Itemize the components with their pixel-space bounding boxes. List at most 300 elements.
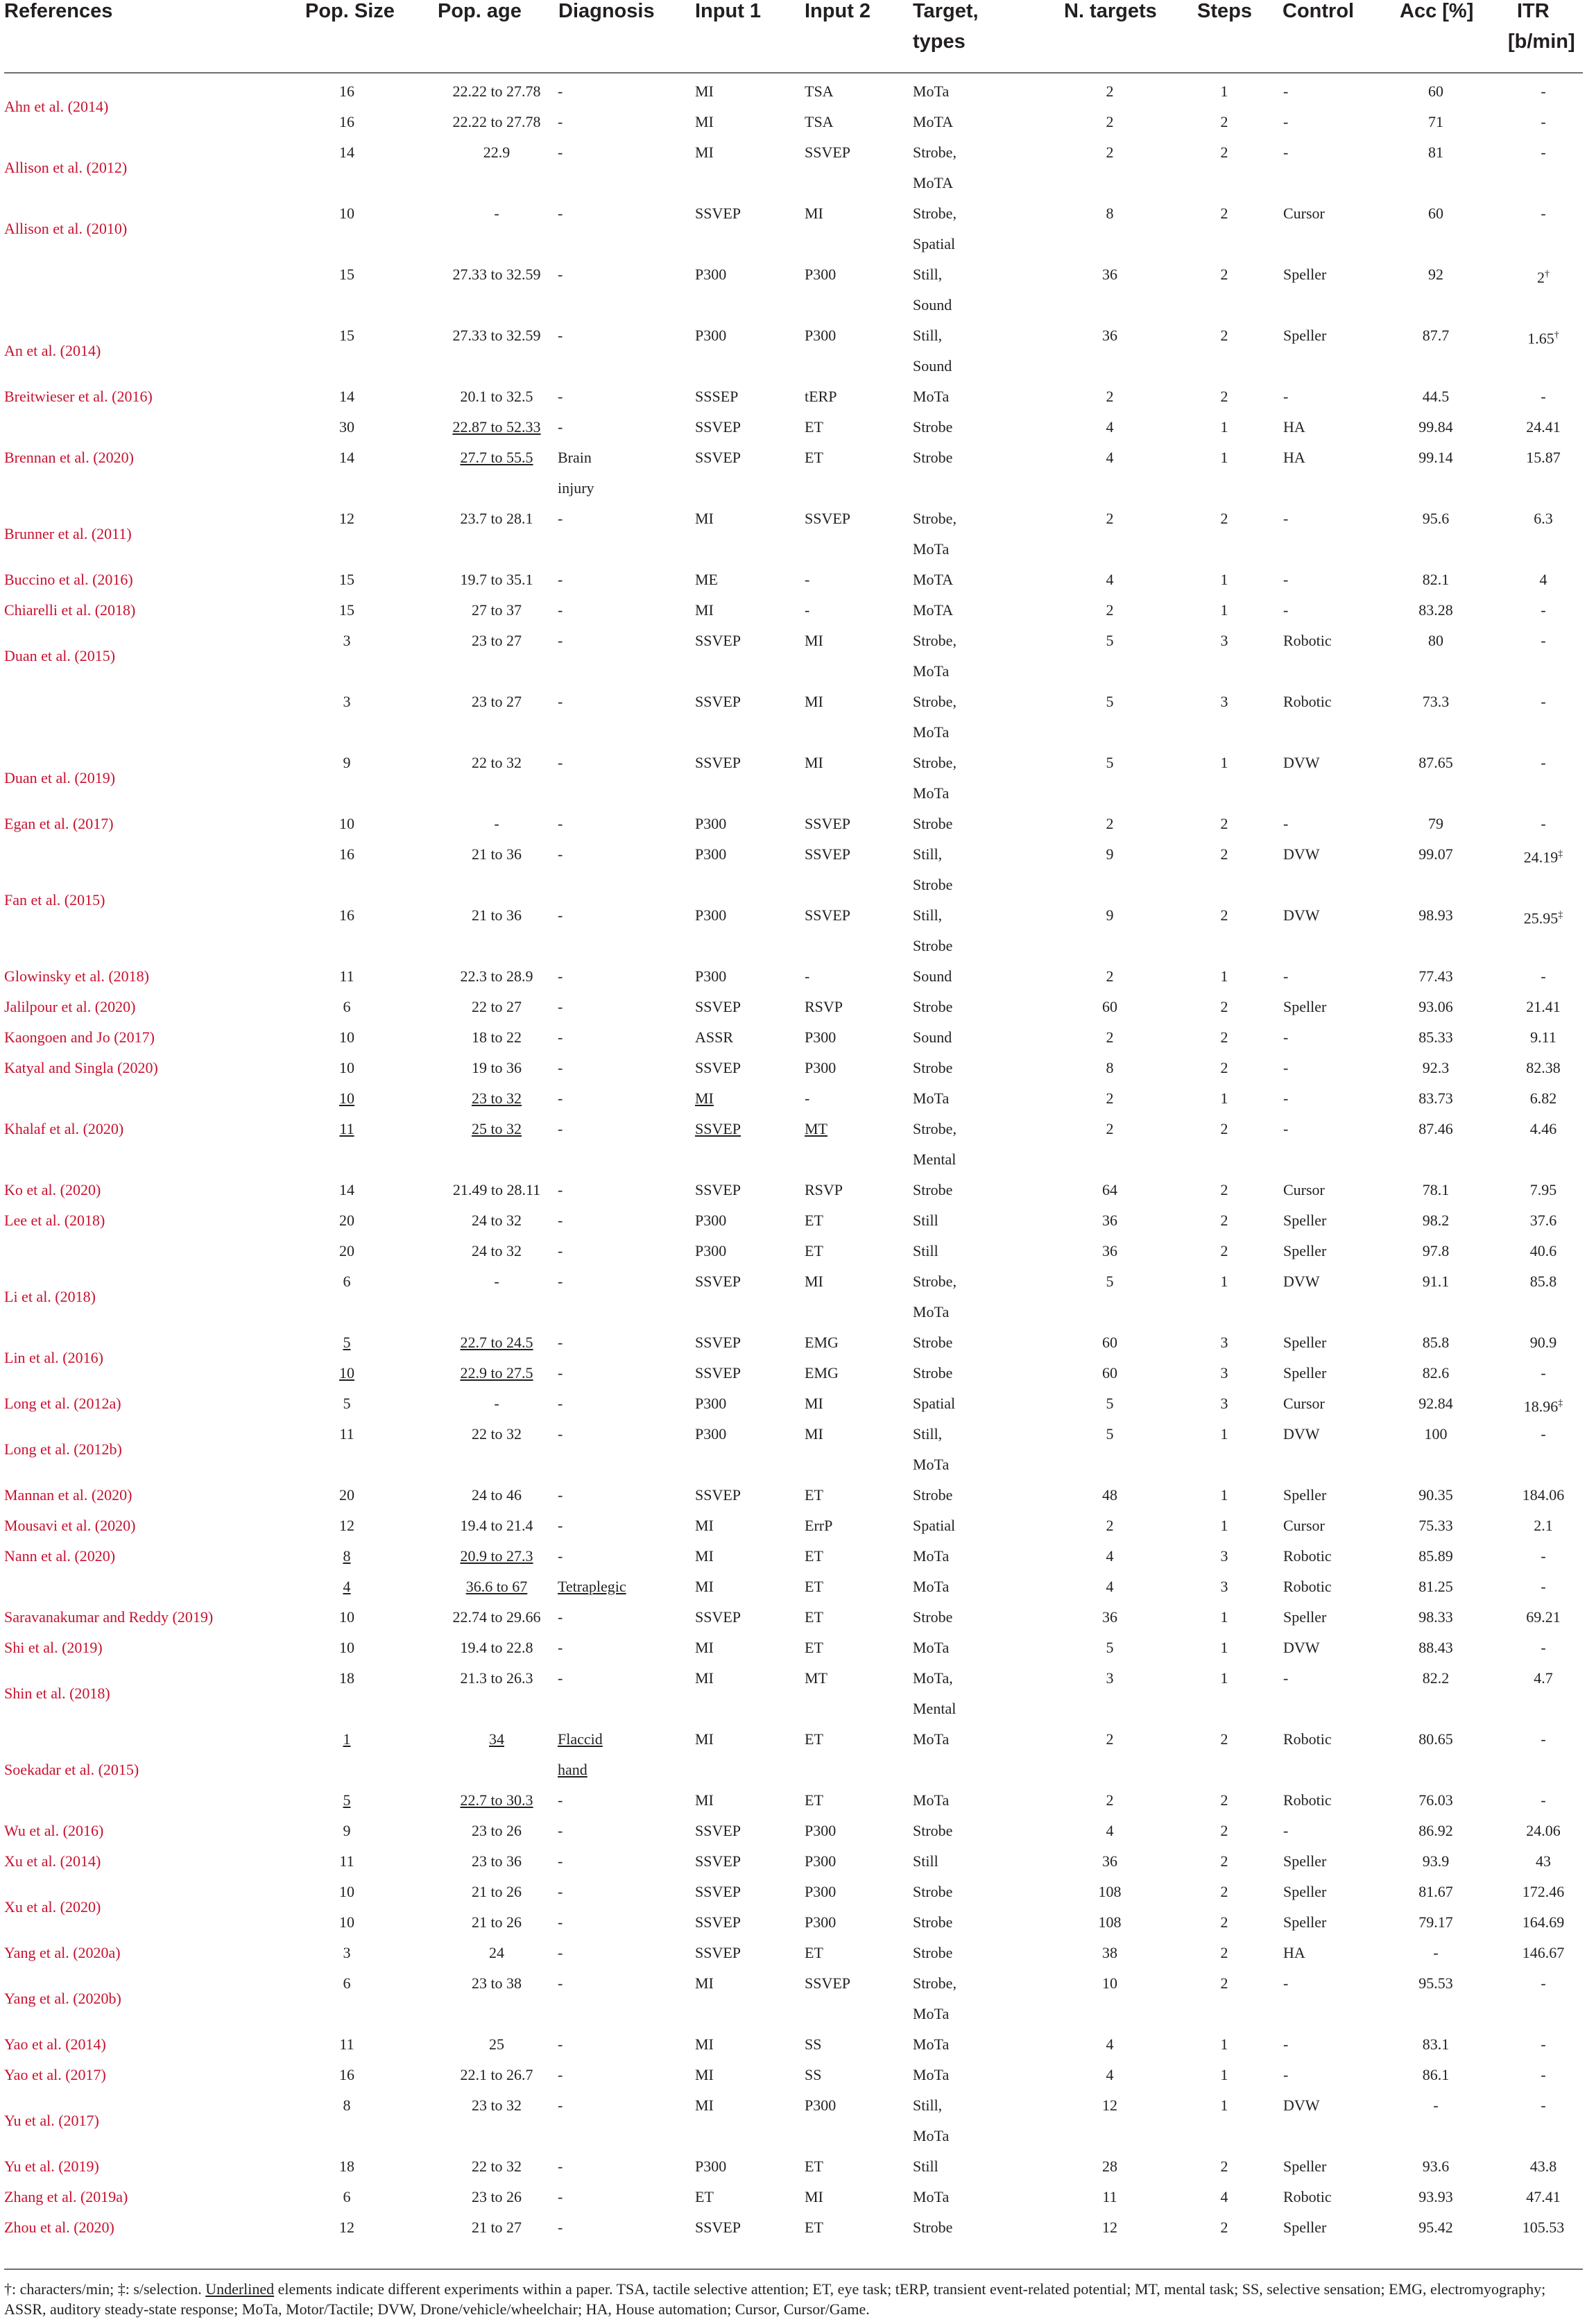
accuracy-cell: 75.33 <box>1418 1517 1453 1534</box>
table-row <box>0 1388 1587 1419</box>
diagnosis-cell: - <box>558 754 563 771</box>
pop-size-cell: 14 <box>339 388 354 405</box>
reference-link[interactable]: Katyal and Singla (2020) <box>4 1059 158 1076</box>
n-targets-cell: 36 <box>1102 1852 1117 1870</box>
steps-cell: 1 <box>1220 1639 1228 1656</box>
pop-age-cell: 18 to 22 <box>471 1028 522 1046</box>
reference-link[interactable]: Chiarelli et al. (2018) <box>4 601 136 619</box>
itr-value: - <box>1541 1639 1546 1656</box>
pop-size-cell: 16 <box>339 113 354 130</box>
steps-cell: 1 <box>1220 967 1228 985</box>
control-cell: Speller <box>1283 2158 1327 2175</box>
control-cell: Cursor <box>1283 1517 1325 1534</box>
input-1-cell: SSVEP <box>695 1181 741 1198</box>
itr-cell <box>1498 1846 1587 1877</box>
reference-link[interactable]: Egan et al. (2017) <box>4 815 114 832</box>
itr-value: 43.8 <box>1529 2158 1557 2175</box>
target-types-cell: Strobe, <box>913 1273 957 1290</box>
reference-link[interactable]: Ahn et al. (2014) <box>4 98 109 115</box>
diagnosis-cell: - <box>558 1120 563 1137</box>
target-types-cell: MoTA <box>913 174 954 191</box>
reference-link[interactable]: Brennan et al. (2020) <box>4 449 134 466</box>
n-targets-cell: 36 <box>1102 327 1117 344</box>
table-row <box>0 961 1587 992</box>
table-row <box>0 1968 1587 2029</box>
accuracy-cell: 88.43 <box>1418 1639 1453 1656</box>
reference-link[interactable]: Fan et al. (2015) <box>4 891 105 909</box>
input-1-cell: MI <box>695 1730 714 1748</box>
control-cell: Speller <box>1283 1852 1327 1870</box>
steps-cell: 2 <box>1220 1730 1228 1748</box>
itr-cell <box>1498 137 1587 168</box>
pop-age-cell: 23 to 36 <box>471 1852 522 1870</box>
reference-link[interactable]: Breitwieser et al. (2016) <box>4 388 153 405</box>
itr-cell <box>1498 1236 1587 1266</box>
pop-age-cell: 24 to 32 <box>471 1242 522 1259</box>
itr-cell <box>1498 2029 1587 2060</box>
itr-cell <box>1498 1327 1587 1358</box>
diagnosis-cell: - <box>558 1395 563 1412</box>
pop-age-cell: 23 to 26 <box>471 2188 522 2205</box>
target-types-cell: MoTa <box>913 2127 950 2144</box>
reference-link[interactable]: Glowinsky et al. (2018) <box>4 967 149 985</box>
accuracy-cell: 91.1 <box>1422 1273 1450 1290</box>
accuracy-cell: 95.6 <box>1422 510 1450 527</box>
itr-value: 82.38 <box>1526 1059 1561 1076</box>
itr-value: 24.06 <box>1526 1822 1561 1839</box>
control-cell: - <box>1283 388 1289 405</box>
reference-link[interactable]: An et al. (2014) <box>4 342 101 359</box>
header-references: References <box>4 0 113 22</box>
accuracy-cell: 78.1 <box>1422 1181 1450 1198</box>
pop-size-cell: 10 <box>339 1639 354 1656</box>
control-cell: - <box>1283 2035 1289 2053</box>
reference-link[interactable]: Duan et al. (2015) <box>4 647 116 664</box>
input-1-cell: SSSEP <box>695 388 739 405</box>
input-1-cell: SSVEP <box>695 1486 741 1504</box>
reference-link[interactable]: Shin et al. (2018) <box>4 1685 110 1702</box>
accuracy-cell: 85.8 <box>1422 1334 1450 1351</box>
n-targets-cell: 9 <box>1106 845 1114 863</box>
target-types-cell: Mental <box>913 1700 957 1717</box>
table-row <box>0 2029 1587 2060</box>
control-cell: - <box>1283 510 1289 527</box>
table-row <box>0 565 1587 595</box>
reference-link[interactable]: Yao et al. (2014) <box>4 2035 106 2053</box>
table-row <box>0 503 1587 565</box>
itr-cell <box>1498 503 1587 534</box>
input-2-cell: - <box>805 967 810 985</box>
steps-cell: 3 <box>1220 693 1228 710</box>
diagnosis-cell: - <box>558 2035 563 2053</box>
table-row <box>0 1816 1587 1846</box>
pop-size-cell: 6 <box>343 1273 351 1290</box>
accuracy-cell: 87.46 <box>1418 1120 1453 1137</box>
reference-link[interactable]: Mousavi et al. (2020) <box>4 1517 136 1534</box>
control-cell: Speller <box>1283 1242 1327 1259</box>
pop-age-cell: 23 to 26 <box>471 1822 522 1839</box>
pop-size-cell: 4 <box>343 1578 351 1595</box>
itr-cell <box>1498 809 1587 839</box>
reference-link[interactable]: Khalaf et al. (2020) <box>4 1120 124 1137</box>
reference-link[interactable]: Brunner et al. (2011) <box>4 525 132 542</box>
accuracy-cell: 95.42 <box>1418 2219 1453 2236</box>
control-cell: - <box>1283 113 1289 130</box>
input-1-cell: SSVEP <box>695 1120 741 1137</box>
accuracy-cell: 92.3 <box>1422 1059 1450 1076</box>
itr-cell <box>1498 1358 1587 1388</box>
pop-size-cell: 3 <box>343 1944 351 1961</box>
itr-cell <box>1498 1907 1587 1938</box>
pop-age-cell: 22 to 27 <box>471 998 522 1015</box>
control-cell: Speller <box>1283 266 1327 283</box>
target-types-cell: Strobe <box>913 1822 953 1839</box>
n-targets-cell: 2 <box>1106 1517 1114 1534</box>
table-row <box>0 1633 1587 1663</box>
diagnosis-cell: Tetraplegic <box>558 1578 626 1595</box>
target-types-cell: MoTa <box>913 83 950 100</box>
header-control: Control <box>1283 0 1355 22</box>
reference-link[interactable]: Soekadar et al. (2015) <box>4 1761 139 1778</box>
table-row <box>0 1785 1587 1816</box>
pop-size-cell: 20 <box>339 1486 354 1504</box>
reference-link[interactable]: Wu et al. (2016) <box>4 1822 104 1839</box>
itr-cell <box>1498 1083 1587 1114</box>
control-cell: DVW <box>1283 906 1320 924</box>
diagnosis-cell: - <box>558 693 563 710</box>
accuracy-cell: 87.65 <box>1418 754 1453 771</box>
input-2-cell: MI <box>805 693 823 710</box>
itr-cell <box>1498 1816 1587 1846</box>
target-types-cell: Mental <box>913 1151 957 1168</box>
steps-cell: 2 <box>1220 1883 1228 1900</box>
steps-cell: 2 <box>1220 327 1228 344</box>
pop-age-cell: 24 to 46 <box>471 1486 522 1504</box>
diagnosis-cell: - <box>558 1425 563 1443</box>
steps-cell: 1 <box>1220 83 1228 100</box>
itr-cell <box>1498 1053 1587 1083</box>
table-row <box>0 1938 1587 1968</box>
n-targets-cell: 4 <box>1106 2035 1114 2053</box>
reference-link[interactable]: Yang et al. (2020a) <box>4 1944 121 1961</box>
pop-age-cell: 23 to 27 <box>471 632 522 649</box>
table-row <box>0 1022 1587 1053</box>
pop-age-cell: 22.1 to 26.7 <box>460 2066 533 2083</box>
reference-link[interactable]: Yu et al. (2019) <box>4 2158 99 2175</box>
itr-cell <box>1498 320 1587 354</box>
pop-age-cell: 21 to 27 <box>471 2219 522 2236</box>
n-targets-cell: 2 <box>1106 388 1114 405</box>
input-1-cell: SSVEP <box>695 1822 741 1839</box>
accuracy-cell: 85.33 <box>1418 1028 1453 1046</box>
table-row <box>0 1510 1587 1541</box>
input-2-cell: ET <box>805 1944 823 1961</box>
diagnosis-cell: Flaccid <box>558 1730 603 1748</box>
reference-link[interactable]: Li et al. (2018) <box>4 1288 96 1305</box>
steps-cell: 2 <box>1220 113 1228 130</box>
pop-size-cell: 20 <box>339 1242 354 1259</box>
reference-link[interactable]: Allison et al. (2012) <box>4 159 128 176</box>
itr-value: 85.8 <box>1529 1273 1557 1290</box>
table-row <box>0 992 1587 1022</box>
table-row <box>0 1327 1587 1366</box>
table-row <box>0 1053 1587 1083</box>
reference-link[interactable]: Long et al. (2012a) <box>4 1395 121 1412</box>
itr-value: - <box>1541 815 1546 832</box>
steps-cell: 2 <box>1220 266 1228 283</box>
itr-cell <box>1498 839 1587 872</box>
pop-size-cell: 3 <box>343 632 351 649</box>
target-types-cell: MoTA <box>913 113 954 130</box>
itr-value: 172.46 <box>1522 1883 1565 1900</box>
accuracy-cell: 81.25 <box>1418 1578 1453 1595</box>
diagnosis-cell: - <box>558 2158 563 2175</box>
table-row <box>0 626 1587 687</box>
diagnosis-cell: - <box>558 266 563 283</box>
target-types-cell: Strobe <box>913 1486 953 1504</box>
target-types-cell: Strobe <box>913 1364 953 1382</box>
control-cell: Robotic <box>1283 1578 1332 1595</box>
input-2-cell: EMG <box>805 1364 839 1382</box>
pop-age-cell: - <box>494 205 499 222</box>
n-targets-cell: 8 <box>1106 1059 1114 1076</box>
itr-cell <box>1498 2090 1587 2121</box>
reference-link[interactable]: Yao et al. (2017) <box>4 2066 106 2083</box>
pop-age-cell: 19 to 36 <box>471 1059 522 1076</box>
control-cell: Robotic <box>1283 632 1332 649</box>
reference-link[interactable]: Mannan et al. (2020) <box>4 1486 132 1504</box>
reference-link[interactable]: Shi et al. (2019) <box>4 1639 103 1656</box>
input-1-cell: P300 <box>695 266 727 283</box>
target-types-cell: Still <box>913 1242 938 1259</box>
pop-age-cell: 27.33 to 32.59 <box>452 266 541 283</box>
input-2-cell: P300 <box>805 1883 837 1900</box>
steps-cell: 2 <box>1220 1944 1228 1961</box>
control-cell: Speller <box>1283 1364 1327 1382</box>
itr-cell <box>1498 2151 1587 2182</box>
reference-link[interactable]: Saravanakumar and Reddy (2019) <box>4 1608 214 1626</box>
control-cell: - <box>1283 571 1289 588</box>
accuracy-cell: 99.84 <box>1418 418 1453 436</box>
input-2-cell: MI <box>805 632 823 649</box>
itr-value: - <box>1541 1364 1546 1382</box>
reference-link[interactable]: Xu et al. (2020) <box>4 1898 101 1916</box>
n-targets-cell: 2 <box>1106 815 1114 832</box>
accuracy-cell: 71 <box>1428 113 1443 130</box>
control-cell: - <box>1283 144 1289 161</box>
table-row <box>0 137 1587 198</box>
control-cell: Speller <box>1283 1486 1327 1504</box>
table-row <box>0 198 1587 259</box>
input-1-cell: SSVEP <box>695 205 741 222</box>
input-1-cell: MI <box>695 1791 714 1809</box>
pop-age-cell: 23 to 27 <box>471 693 522 710</box>
accuracy-cell: 79.17 <box>1418 1913 1453 1931</box>
pop-age-cell: 19.7 to 35.1 <box>460 571 533 588</box>
input-2-cell: RSVP <box>805 998 843 1015</box>
target-types-cell: Strobe <box>913 998 953 1015</box>
control-cell: Robotic <box>1283 1730 1332 1748</box>
target-types-cell: Strobe <box>913 2219 953 2236</box>
header-diagnosis: Diagnosis <box>558 0 655 22</box>
target-types-cell: Spatial <box>913 235 956 252</box>
itr-cell <box>1498 1877 1587 1907</box>
itr-cell <box>1498 595 1587 626</box>
reference-link[interactable]: Zhou et al. (2020) <box>4 2219 114 2236</box>
pop-size-cell: 5 <box>343 1791 351 1809</box>
n-targets-cell: 4 <box>1106 1578 1114 1595</box>
input-2-cell: ErrP <box>805 1517 833 1534</box>
steps-cell: 2 <box>1220 2158 1228 2175</box>
input-1-cell: P300 <box>695 1242 727 1259</box>
target-types-cell: Strobe <box>913 449 953 466</box>
table-row <box>0 1724 1587 1785</box>
table-row <box>0 1602 1587 1633</box>
steps-cell: 2 <box>1220 1059 1228 1076</box>
accuracy-cell: 82.1 <box>1422 571 1450 588</box>
accuracy-cell: 93.06 <box>1418 998 1453 1015</box>
pop-age-cell: 22 to 32 <box>471 1425 522 1443</box>
pop-size-cell: 6 <box>343 2188 351 2205</box>
reference-link[interactable]: Long et al. (2012b) <box>4 1440 122 1458</box>
pop-age-cell: 22.22 to 27.78 <box>452 113 541 130</box>
pop-age-cell: 21.3 to 26.3 <box>460 1669 533 1687</box>
accuracy-cell: 80.65 <box>1418 1730 1453 1748</box>
reference-link[interactable]: Nann et al. (2020) <box>4 1547 116 1565</box>
input-2-cell: SS <box>805 2035 822 2053</box>
itr-value: 15.87 <box>1526 449 1561 466</box>
reference-link[interactable]: Kaongoen and Jo (2017) <box>4 1028 155 1046</box>
n-targets-cell: 5 <box>1106 1273 1114 1290</box>
reference-link[interactable]: Lee et al. (2018) <box>4 1212 105 1229</box>
n-targets-cell: 2 <box>1106 1090 1114 1107</box>
reference-link[interactable]: Yu et al. (2017) <box>4 2112 99 2129</box>
steps-cell: 1 <box>1220 2035 1228 2053</box>
input-1-cell: SSVEP <box>695 1364 741 1382</box>
itr-cell <box>1498 1266 1587 1297</box>
pop-age-cell: 25 <box>489 2035 504 2053</box>
pop-size-cell: 10 <box>339 1028 354 1046</box>
input-1-cell: MI <box>695 510 714 527</box>
reference-link[interactable]: Buccino et al. (2016) <box>4 571 133 588</box>
target-types-cell: MoTa <box>913 1456 950 1473</box>
reference-link[interactable]: Lin et al. (2016) <box>4 1349 103 1366</box>
n-targets-cell: 36 <box>1102 266 1117 283</box>
input-2-cell: TSA <box>805 83 834 100</box>
target-types-cell: MoTa <box>913 540 950 558</box>
reference-link[interactable]: Ko et al. (2020) <box>4 1181 101 1198</box>
itr-cell <box>1498 412 1587 442</box>
target-types-cell: MoTa <box>913 2188 950 2205</box>
steps-cell: 4 <box>1220 2188 1228 2205</box>
reference-link[interactable]: Zhang et al. (2019a) <box>4 2188 128 2205</box>
steps-cell: 2 <box>1220 144 1228 161</box>
itr-cell <box>1498 76 1587 107</box>
table-row <box>0 1480 1587 1510</box>
input-1-cell: SSVEP <box>695 1883 741 1900</box>
n-targets-cell: 8 <box>1106 205 1114 222</box>
control-cell: Speller <box>1283 1212 1327 1229</box>
itr-cell <box>1498 2212 1587 2243</box>
pop-size-cell: 9 <box>343 754 351 771</box>
itr-value: 47.41 <box>1526 2188 1561 2205</box>
itr-cell <box>1498 1938 1587 1968</box>
input-1-cell: P300 <box>695 845 727 863</box>
table-row <box>0 1877 1587 1916</box>
pop-age-cell: 21 to 36 <box>471 845 522 863</box>
n-targets-cell: 2 <box>1106 1120 1114 1137</box>
target-types-cell: Still, <box>913 906 943 924</box>
reference-link[interactable]: Jalilpour et al. (2020) <box>4 998 136 1015</box>
accuracy-cell: 79 <box>1428 815 1443 832</box>
table-row <box>0 320 1587 381</box>
pop-age-cell: 22.87 to 52.33 <box>452 418 541 436</box>
input-2-cell: ET <box>805 1608 823 1626</box>
input-1-cell: MI <box>695 2097 714 2114</box>
control-cell: - <box>1283 1822 1289 1839</box>
input-1-cell: MI <box>695 1669 714 1687</box>
itr-cell <box>1498 381 1587 412</box>
reference-link[interactable]: Duan et al. (2019) <box>4 769 116 786</box>
steps-cell: 3 <box>1220 1334 1228 1351</box>
pop-size-cell: 12 <box>339 1517 354 1534</box>
target-types-cell: Strobe <box>913 1944 953 1961</box>
itr-value: 6.82 <box>1529 1090 1557 1107</box>
itr-cell <box>1498 1785 1587 1816</box>
diagnosis-cell: - <box>558 1273 563 1290</box>
diagnosis-cell: - <box>558 1608 563 1626</box>
itr-cell <box>1498 198 1587 229</box>
pop-size-cell: 18 <box>339 2158 354 2175</box>
itr-cell <box>1498 1388 1587 1422</box>
steps-cell: 2 <box>1220 2219 1228 2236</box>
diagnosis-cell: - <box>558 1547 563 1565</box>
input-1-cell: SSVEP <box>695 632 741 649</box>
target-types-cell: MoTa <box>913 2066 950 2083</box>
reference-link[interactable]: Allison et al. (2010) <box>4 220 128 237</box>
input-2-cell: P300 <box>805 327 837 344</box>
target-types-cell: Sound <box>913 357 952 375</box>
itr-cell <box>1498 1724 1587 1755</box>
reference-link[interactable]: Xu et al. (2014) <box>4 1852 101 1870</box>
itr-value: 1.65 <box>1527 329 1554 347</box>
input-2-cell: P300 <box>805 1822 837 1839</box>
diagnosis-cell: - <box>558 418 563 436</box>
itr-value: 21.41 <box>1526 998 1561 1015</box>
itr-value: 18.96 <box>1523 1397 1559 1415</box>
steps-cell: 1 <box>1220 1090 1228 1107</box>
table-row <box>0 1572 1587 1602</box>
pop-size-cell: 15 <box>339 571 354 588</box>
reference-link[interactable]: Yang et al. (2020b) <box>4 1990 121 2007</box>
pop-age-cell: 21 to 36 <box>471 906 522 924</box>
n-targets-cell: 12 <box>1102 2097 1117 2114</box>
steps-cell: 1 <box>1220 571 1228 588</box>
accuracy-cell: 99.07 <box>1418 845 1453 863</box>
table-footnote <box>4 2279 1583 2319</box>
steps-cell: 2 <box>1220 845 1228 863</box>
input-1-cell: SSVEP <box>695 1608 741 1626</box>
target-types-cell: Still, <box>913 2097 943 2114</box>
header-steps: Steps <box>1197 0 1252 22</box>
footnote-line-2: ASSR, auditory steady-state response; MoTa, Motor/Tactile; DVW, Drone/vehicle/wheelchair; HA, House automation; Cursor, Cursor/Game. <box>4 2300 870 2318</box>
itr-cell <box>1498 2182 1587 2212</box>
itr-value: - <box>1541 113 1546 130</box>
control-cell: Robotic <box>1283 1547 1332 1565</box>
itr-value: 2 <box>1537 268 1545 286</box>
diagnosis-cell: - <box>558 388 563 405</box>
pop-size-cell: 11 <box>339 1120 354 1137</box>
